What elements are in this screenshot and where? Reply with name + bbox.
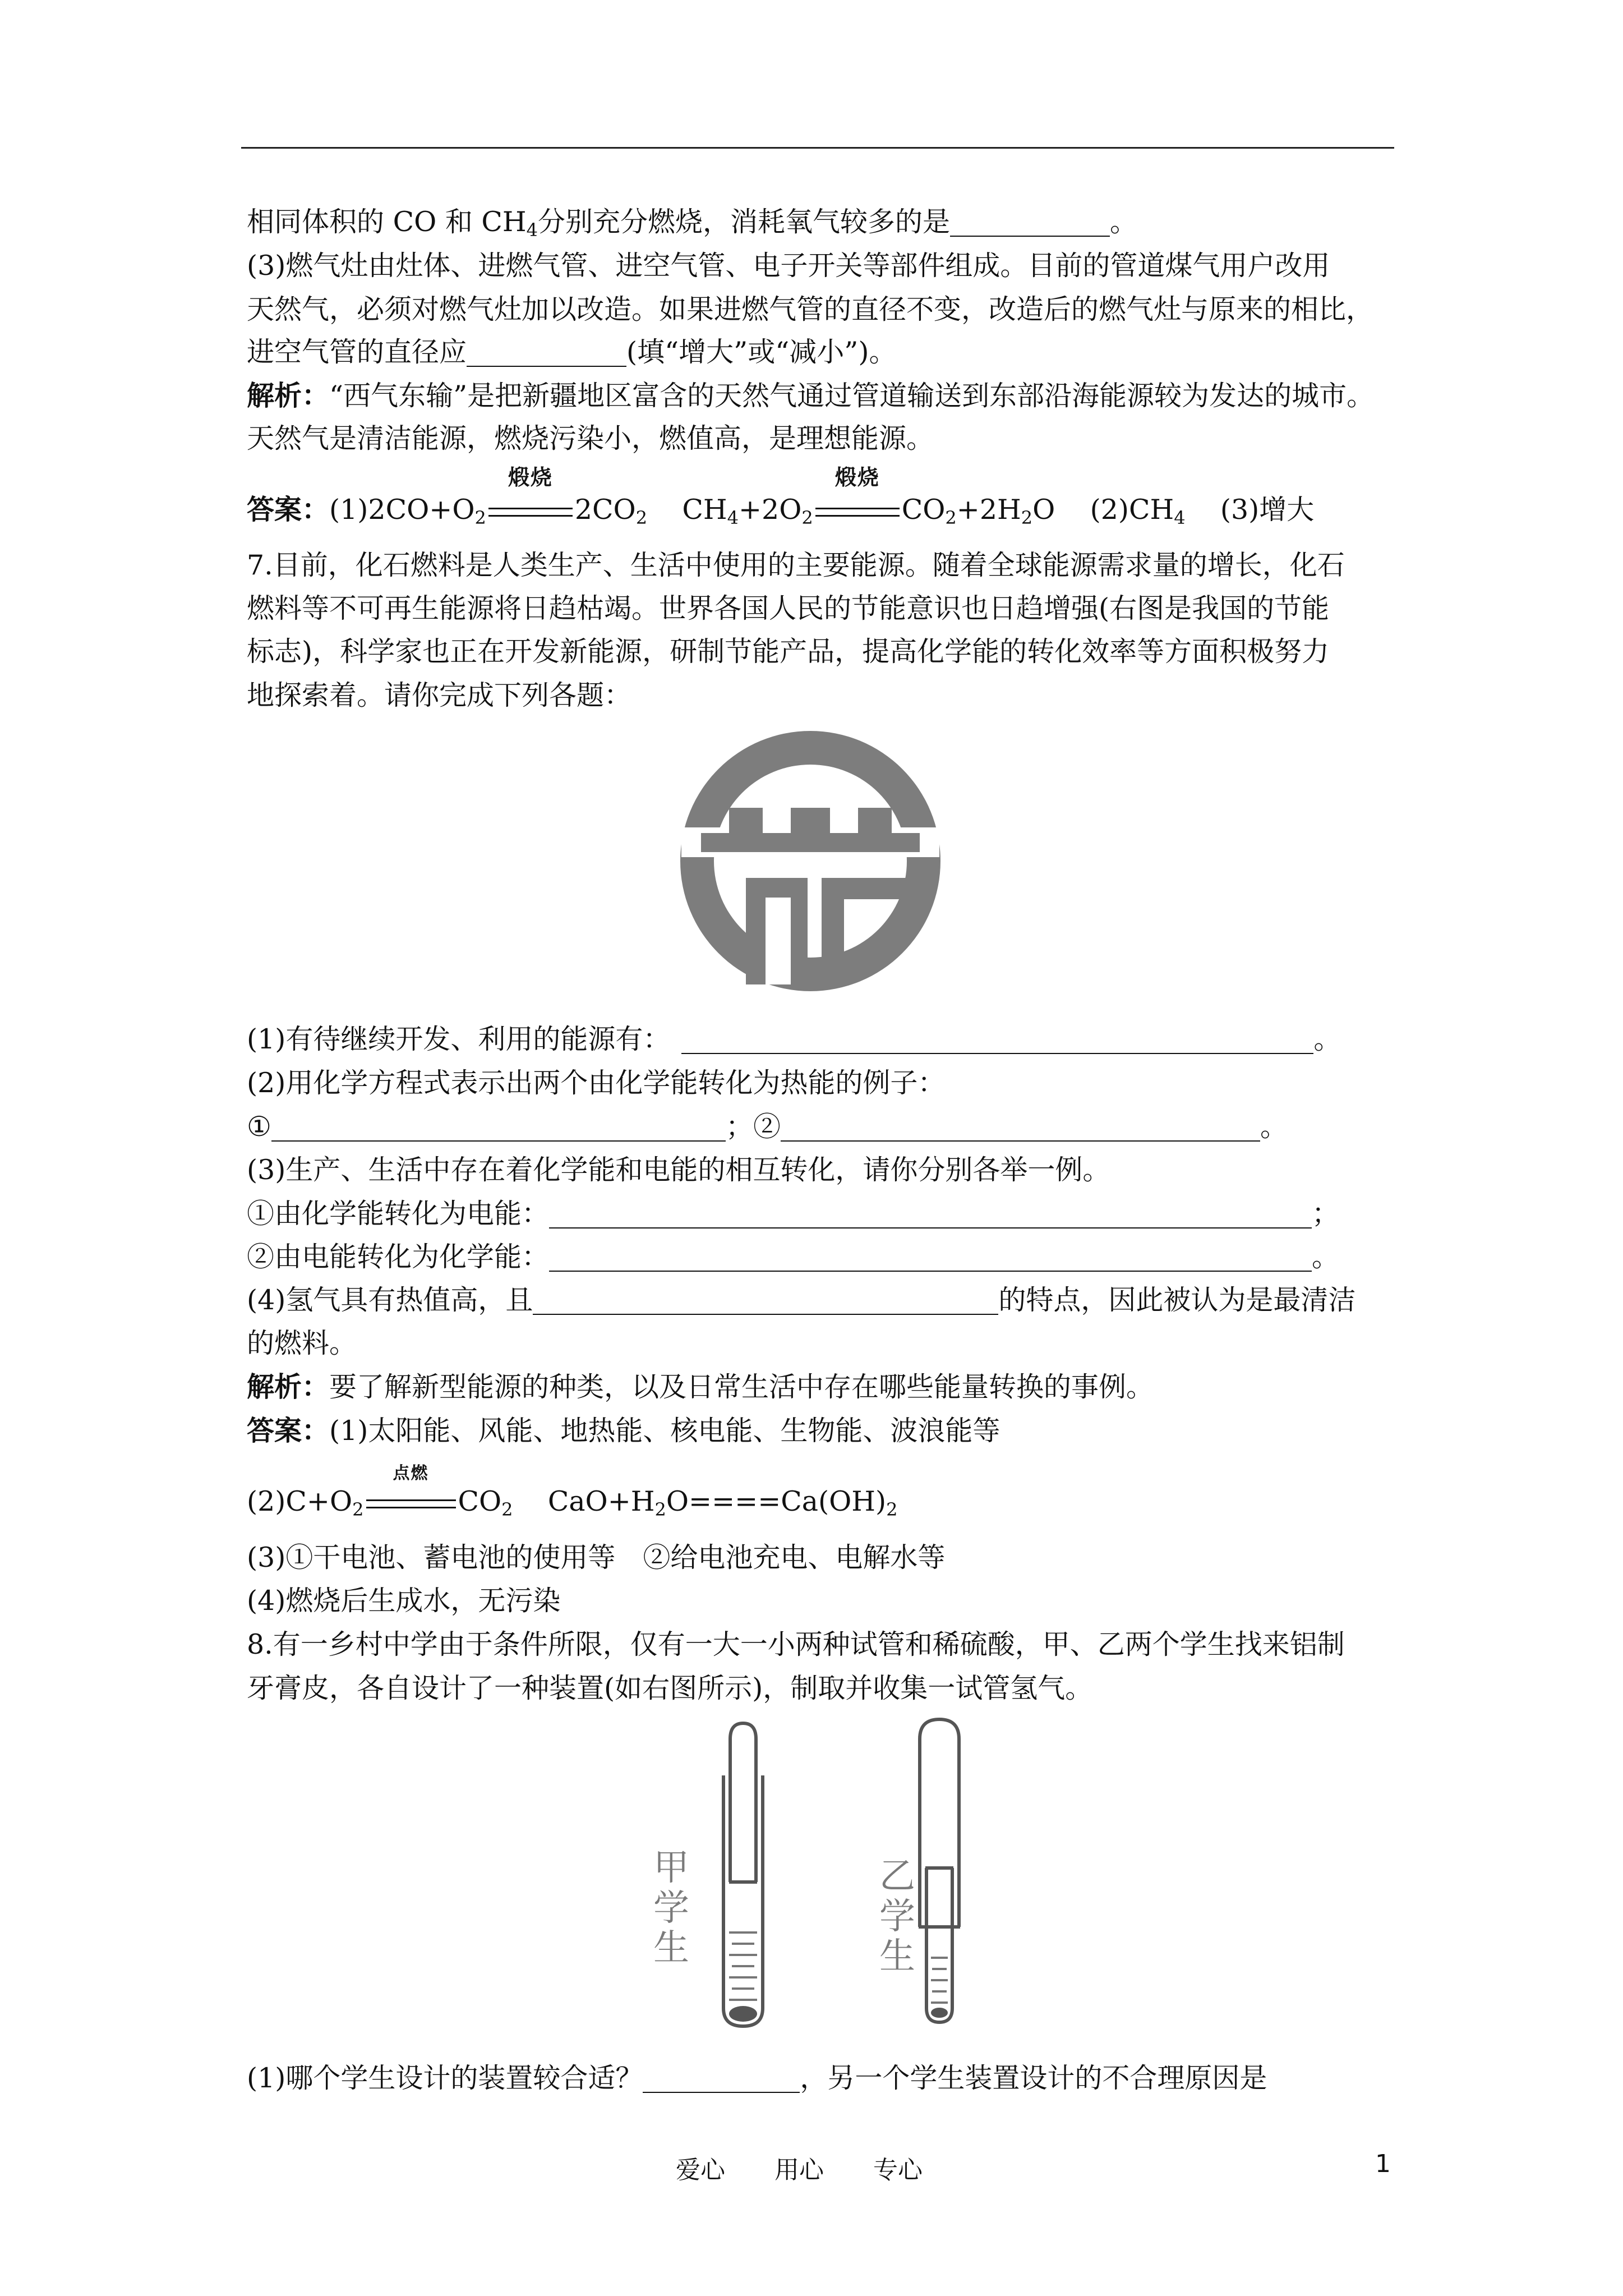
text-run: CO — [458, 1485, 502, 1517]
text-line: (3)燃气灶由灶体、进燃气管、进空气管、电子开关等部件组成。目前的管道煤气用户改用 — [247, 250, 1330, 282]
text-run: 。 — [1110, 206, 1138, 238]
answer-blank[interactable] — [950, 208, 1110, 237]
text-run: (1)哪个学生设计的装置较合适？ — [247, 2062, 643, 2094]
text-run: 分别充分燃烧，消耗氧气较多的是 — [537, 206, 950, 238]
text-run: (1)有待继续开发、利用的能源有： — [247, 1023, 671, 1055]
subscript: 2 — [801, 507, 813, 528]
subscript: 2 — [945, 507, 957, 528]
text-run: O — [1032, 494, 1055, 526]
condition-equals — [486, 465, 575, 523]
label-student-a: 甲学生 — [653, 1847, 689, 1970]
text-run: ； — [725, 1111, 753, 1143]
text-run: CH — [682, 494, 727, 526]
text-run: (3)增大 — [1220, 494, 1315, 526]
text-line — [247, 1113, 1288, 1142]
text-line: 8.有一乡村中学由于条件所限，仅有一大一小两种试管和稀硫酸，甲、乙两个学生找来铝制 — [247, 1628, 1345, 1660]
text-run: ① — [247, 1111, 271, 1143]
analysis-label: 解析： — [247, 379, 330, 412]
subscript: 2 — [474, 507, 486, 528]
text-line — [247, 1414, 1000, 1447]
text-line — [247, 379, 1375, 412]
text-run: 2CO — [574, 494, 636, 526]
logo-ring — [680, 731, 940, 991]
answer-blank[interactable] — [549, 1200, 1312, 1228]
subscript: 4 — [727, 507, 739, 528]
text-run: 。 — [1313, 1023, 1341, 1055]
text-line — [247, 338, 896, 367]
text-run: (1)太阳能、风能、地热能、核电能、生物能、波浪能等 — [329, 1415, 1000, 1447]
text-line — [247, 1370, 1154, 1403]
answer-label: 答案： — [247, 1414, 330, 1447]
text-line: 牙膏皮，各自设计了一种装置(如右图所示)，制取并收集一试管氢气。 — [247, 1672, 1093, 1704]
text-run: (1)2CO+O — [329, 494, 475, 526]
reaction-condition: 煅烧 — [834, 465, 880, 490]
reaction-condition: 煅烧 — [508, 465, 553, 490]
subscript: 2 — [352, 1499, 364, 1520]
condition-equals — [813, 465, 902, 523]
subscript: 4 — [526, 219, 538, 241]
answer-blank[interactable] — [271, 1113, 726, 1142]
text-line: (3)生产、生活中存在着化学能和电能的相互转化，请你分别各举一例。 — [247, 1154, 1110, 1186]
answer-line — [247, 465, 1315, 528]
tube-apparatus-b — [919, 1719, 960, 2022]
text-run: 相同体积的 CO 和 CH — [247, 206, 527, 238]
text-run: CaO+H — [547, 1485, 655, 1517]
subscript: 2 — [1021, 507, 1033, 528]
subscript: 2 — [635, 507, 648, 528]
text-run: ①由化学能转化为电能： — [247, 1198, 550, 1230]
text-run: (4)氢气具有热值高，且 — [247, 1284, 533, 1316]
text-run: ② — [753, 1111, 781, 1143]
text-run: ，另一个学生装置设计的不合理原因是 — [800, 2062, 1267, 2094]
text-line: (2)用化学方程式表示出两个由化学能转化为热能的例子： — [247, 1067, 946, 1099]
subscript: 2 — [886, 1499, 898, 1520]
text-line: 7.目前，化石燃料是人类生产、生活中使用的主要能源。随着全球能源需求量的增长，化石 — [247, 549, 1345, 581]
text-run: CO — [901, 494, 946, 526]
reaction-condition: 点燃 — [393, 1464, 429, 1483]
text-line — [247, 1286, 1355, 1315]
text-run: 要了解新型能源的种类，以及日常生活中存在哪些能量转换的事例。 — [329, 1371, 1154, 1403]
text-run: +2H — [956, 494, 1021, 526]
text-line: 标志)，科学家也正在开发新能源，研制节能产品，提高化学能的转化效率等方面积极努力 — [247, 636, 1330, 668]
text-line — [247, 1243, 1339, 1272]
text-run: “西气东输”是把新疆地区富含的天然气通过管道输送到东部沿海能源较为发达的城市。 — [329, 380, 1375, 412]
energy-saving-logo — [679, 729, 942, 993]
double-line — [488, 508, 573, 517]
double-line — [815, 508, 900, 517]
label-student-b: 乙学生 — [879, 1856, 915, 1978]
text-run: (填“增大”或“减小”)。 — [626, 336, 897, 368]
text-line — [247, 2064, 1267, 2093]
answer-blank[interactable] — [681, 1025, 1313, 1054]
answer-line — [247, 1464, 898, 1520]
header-rule — [241, 147, 1394, 149]
text-line — [247, 1200, 1339, 1228]
text-run: ； — [1312, 1198, 1340, 1230]
text-run: 的特点，因此被认为是最清洁 — [998, 1284, 1356, 1316]
answer-blank[interactable] — [549, 1243, 1312, 1272]
text-line: 天然气是清洁能源，燃烧污染小，燃值高，是理想能源。 — [247, 422, 934, 454]
text-line: 燃料等不可再生能源将日趋枯竭。世界各国人民的节能意识也日趋增强(右图是我国的节能 — [247, 592, 1330, 624]
answer-blank[interactable] — [643, 2064, 800, 2093]
text-run: (2)C+O — [247, 1485, 353, 1517]
text-run: 。 — [1312, 1241, 1340, 1273]
answer-blank[interactable] — [467, 338, 626, 367]
text-line — [247, 1025, 1341, 1054]
subscript: 2 — [654, 1499, 666, 1520]
answer-blank[interactable] — [533, 1286, 998, 1315]
text-line: 地探索着。请你完成下列各题： — [247, 679, 632, 711]
text-run: (2)CH — [1090, 494, 1174, 526]
text-line: (4)燃烧后生成水，无污染 — [247, 1585, 561, 1617]
page-number: 1 — [1375, 2150, 1391, 2178]
answer-label: 答案： — [247, 493, 330, 526]
answer-blank[interactable] — [781, 1113, 1260, 1142]
text-run: +2O — [738, 494, 802, 526]
test-tube-figure — [690, 1717, 1004, 2031]
text-line: 天然气，必须对燃气灶加以改造。如果进燃气管的直径不变，改造后的燃气灶与原来的相比， — [247, 293, 1374, 325]
subscript: 4 — [1174, 507, 1186, 528]
text-line: (3)①干电池、蓄电池的使用等 ②给电池充电、电解水等 — [247, 1542, 946, 1573]
subscript: 2 — [501, 1499, 513, 1520]
text-run: 进空气管的直径应 — [247, 336, 467, 368]
text-line — [247, 206, 1138, 241]
footer-motto: 爱心 用心 专心 — [676, 2156, 923, 2184]
text-run: 。 — [1260, 1111, 1288, 1143]
text-run: O====Ca(OH) — [666, 1485, 887, 1517]
text-line: 的燃料。 — [247, 1327, 357, 1359]
text-run: ②由电能转化为化学能： — [247, 1241, 550, 1273]
double-line — [366, 1499, 456, 1508]
analysis-label: 解析： — [247, 1370, 330, 1403]
tube-apparatus-a — [723, 1723, 763, 2026]
condition-equals — [364, 1464, 458, 1515]
